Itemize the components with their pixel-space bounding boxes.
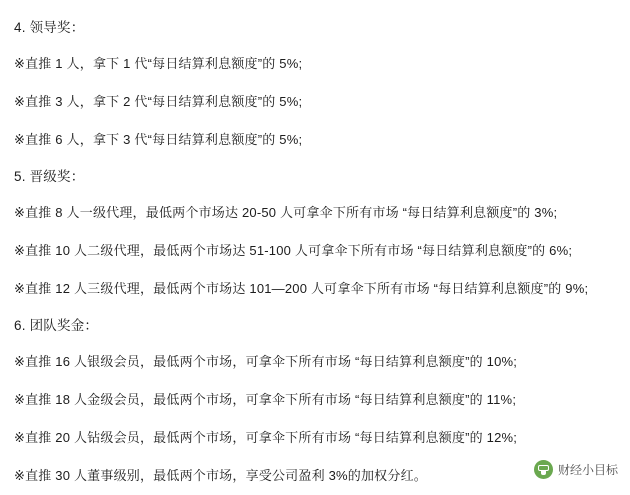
footer-account-badge [534, 460, 618, 479]
footer-account-name: 财经小目标 [557, 463, 618, 477]
wechat-official-account-icon [534, 460, 553, 479]
list-item: ※直推 6 人，拿下 3 代“每日结算利息额度”的 5%; [14, 131, 303, 147]
list-item: ※直推 10 人二级代理，最低两个市场达 51-100 人可拿伞下所有市场 “每日结算利息额度”的 6%; [14, 242, 573, 258]
list-item: ※直推 12 人三级代理，最低两个市场达 101—200 人可拿伞下所有市场 “每日结算利息额度”的 9%; [14, 280, 589, 296]
section-heading-team-bonus: 6. 团队奖金： [14, 317, 99, 333]
list-item: ※直推 16 人银级会员，最低两个市场，可拿伞下所有市场 “每日结算利息额度”的 10%; [14, 353, 518, 369]
list-item: ※直推 18 人金级会员，最低两个市场，可拿伞下所有市场 “每日结算利息额度”的 11%; [14, 391, 517, 407]
list-item: ※直推 8 人一级代理，最低两个市场达 20-50 人可拿伞下所有市场 “每日结算利息额度”的 3%; [14, 204, 558, 220]
list-item: ※直推 30 人董事级别，最低两个市场，享受公司盈利 3%的加权分红。 [14, 467, 427, 483]
section-heading-leadership: 4. 领导奖： [14, 19, 85, 35]
section-heading-promotion: 5. 晋级奖： [14, 168, 85, 184]
list-item: ※直推 1 人，拿下 1 代“每日结算利息额度”的 5%; [14, 55, 303, 71]
list-item: ※直推 20 人钻级会员，最低两个市场，可拿伞下所有市场 “每日结算利息额度”的 12%; [14, 429, 518, 445]
list-item: ※直推 3 人，拿下 2 代“每日结算利息额度”的 5%; [14, 93, 303, 109]
